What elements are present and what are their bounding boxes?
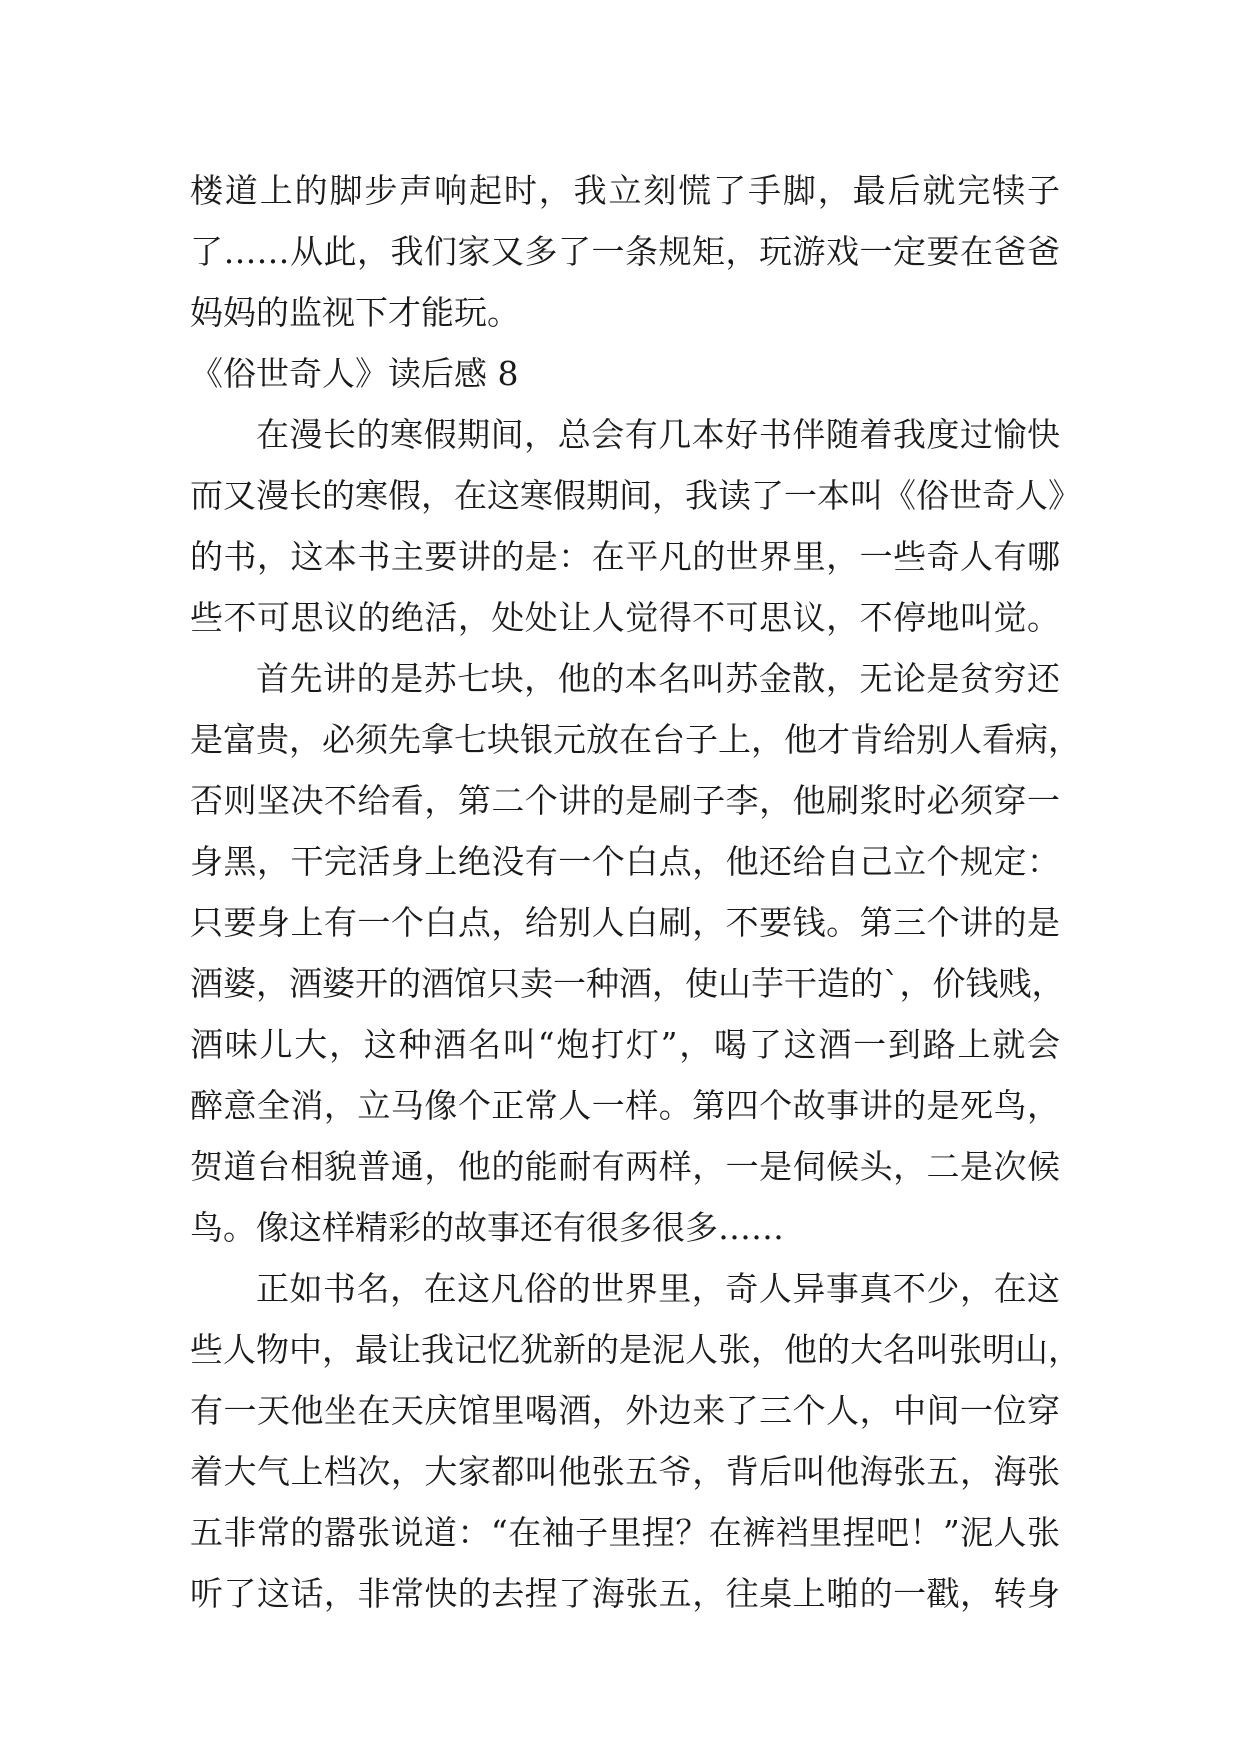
text-line: 身黑，干完活身上绝没有一个白点，他还给自己立个规定： bbox=[190, 842, 1060, 881]
text-line: 些人物中，最让我记忆犹新的是泥人张，他的大名叫张明山， bbox=[190, 1330, 1081, 1369]
section-heading: 《俗世奇人》读后感 8 bbox=[190, 354, 519, 393]
text-line: 醉意全消，立马像个正常人一样。第四个故事讲的是死鸟， bbox=[190, 1086, 1060, 1125]
text-line: 酒婆，酒婆开的酒馆只卖一种酒，使山芋干造的`，价钱贱， bbox=[190, 964, 1065, 1003]
text-line: 五非常的嚣张说道：“在袖子里捏？在裤裆里捏吧！”泥人张 bbox=[190, 1513, 1060, 1552]
text-line: 些不可思议的绝活，处处让人觉得不可思议，不停地叫觉。 bbox=[190, 598, 1060, 637]
text-line: 楼道上的脚步声响起时，我立刻慌了手脚，最后就完犊子 bbox=[190, 171, 1060, 210]
text-line: 在漫长的寒假期间，总会有几本好书伴随着我度过愉快 bbox=[256, 415, 1060, 454]
text-line: 只要身上有一个白点，给别人白刷，不要钱。第三个讲的是 bbox=[190, 903, 1060, 942]
text-line: 是富贵，必须先拿七块银元放在台子上，他才肯给别人看病， bbox=[190, 720, 1081, 759]
text-line: 首先讲的是苏七块，他的本名叫苏金散，无论是贫穷还 bbox=[256, 659, 1060, 698]
text-line: 着大气上档次，大家都叫他张五爷，背后叫他海张五，海张 bbox=[190, 1452, 1060, 1491]
text-line: 听了这话，非常快的去捏了海张五，往桌上啪的一戳，转身 bbox=[190, 1574, 1060, 1613]
text-line: 正如书名，在这凡俗的世界里，奇人异事真不少，在这 bbox=[256, 1269, 1060, 1308]
text-line: 贺道台相貌普通，他的能耐有两样，一是伺候头，二是次候 bbox=[190, 1147, 1060, 1186]
text-line: 妈妈的监视下才能玩。 bbox=[190, 293, 520, 332]
text-line: 的书，这本书主要讲的是：在平凡的世界里，一些奇人有哪 bbox=[190, 537, 1060, 576]
text-line: 了……从此，我们家又多了一条规矩，玩游戏一定要在爸爸 bbox=[190, 232, 1060, 271]
text-line: 否则坚决不给看，第二个讲的是刷子李，他刷浆时必须穿一 bbox=[190, 781, 1060, 820]
text-line: 酒味儿大，这种酒名叫“炮打灯”，喝了这酒一到路上就会 bbox=[190, 1025, 1060, 1064]
text-line: 有一天他坐在天庆馆里喝酒，外边来了三个人，中间一位穿 bbox=[190, 1391, 1060, 1430]
document-body bbox=[190, 160, 1081, 1624]
text-line: 鸟。像这样精彩的故事还有很多很多…… bbox=[190, 1208, 784, 1247]
text-line: 而又漫长的寒假，在这寒假期间，我读了一本叫《俗世奇人》 bbox=[190, 476, 1081, 515]
